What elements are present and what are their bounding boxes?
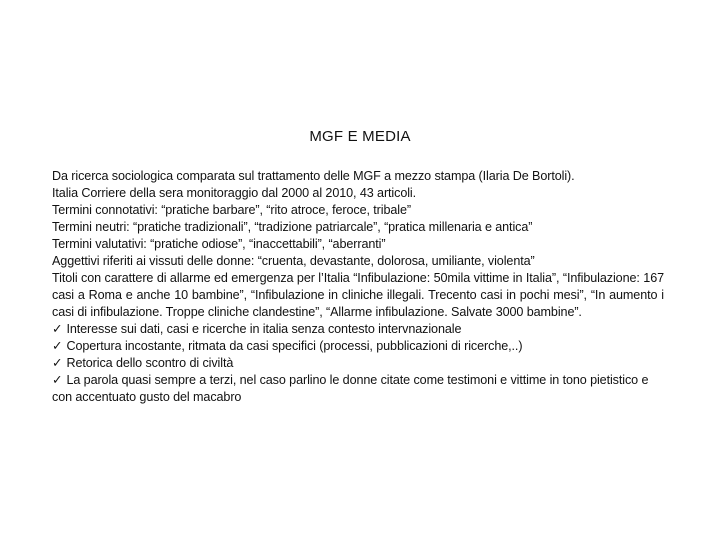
slide-body — [52, 168, 664, 406]
check-icon: ✓ — [52, 322, 63, 336]
check-item — [52, 321, 664, 338]
text-line-corpus: Italia Corriere della sera monitoraggio dal 2000 al 2010, 43 articoli. — [52, 186, 417, 200]
text-line-neutral-terms: Termini neutri: “pratiche tradizionali”, “tradizione patriarcale”, “pratica millenaria e antica” — [52, 220, 533, 234]
text-line-evaluative-terms: Termini valutativi: “pratiche odiose”, “inaccettabili”, “aberranti” — [52, 237, 386, 251]
check-item — [52, 338, 664, 355]
check-icon: ✓ — [52, 339, 63, 353]
titles-paragraph: Titoli con carattere di allarme ed emergenza per l’Italia “Infibulazione: 50mila vittime in Italia”, “Infibulazione: 167 casi a Roma e anche 10 bambine”, “Infibulazione in cliniche illegali. Trecento casi in pochi mesi”, “In aumento i casi di infibulazione. Troppe cliniche clandestine”, “Allarme infibulazione. Salvate 3000 bambine”. — [52, 271, 664, 319]
check-icon: ✓ — [52, 356, 63, 370]
check-item-text: Copertura incostante, ritmata da casi specifici (processi, pubblicazioni di ricerche,..) — [66, 339, 523, 353]
check-item — [52, 355, 664, 372]
check-item-text: Interesse sui dati, casi e ricerche in italia senza contesto intervnazionale — [66, 322, 462, 336]
check-item — [52, 372, 664, 406]
check-item-text: Retorica dello scontro di civiltà — [66, 356, 234, 370]
slide-title: MGF E MEDIA — [309, 128, 411, 145]
text-line-connotative-terms: Termini connotativi: “pratiche barbare”, “rito atroce, feroce, tribale” — [52, 203, 411, 217]
check-icon: ✓ — [52, 373, 63, 387]
text-line-adjectives: Aggettivi riferiti ai vissuti delle donne: “cruenta, devastante, dolorosa, umiliante, violenta” — [52, 254, 535, 268]
check-item-text: La parola quasi sempre a terzi, nel caso parlino le donne citate come testimoni e vittime in tono pietistico e con accentuato gusto del macabro — [52, 373, 649, 404]
text-line-source: Da ricerca sociologica comparata sul trattamento delle MGF a mezzo stampa (Ilaria De Bortoli). — [52, 169, 575, 183]
